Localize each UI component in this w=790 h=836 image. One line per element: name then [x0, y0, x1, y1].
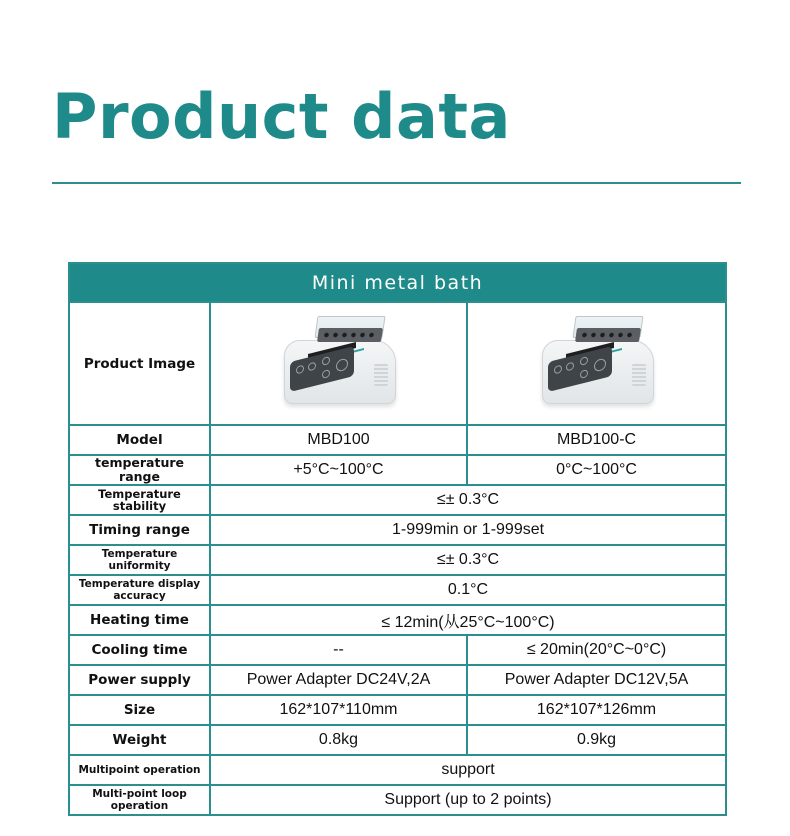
row-label: Multipoint operation — [69, 755, 210, 785]
value-shared: 0.1°C — [210, 575, 726, 605]
row-label: Temperature stability — [69, 485, 210, 515]
value-mbd100-c: ≤ 20min(20°C~0°C) — [467, 635, 726, 665]
table-row-weight — [69, 725, 726, 755]
value-mbd100: -- — [210, 635, 467, 665]
value-shared: support — [210, 755, 726, 785]
device-vent — [374, 364, 388, 386]
row-label: Cooling time — [69, 635, 210, 665]
table-row-temperature-stability — [69, 485, 726, 515]
value-mbd100: +5°C~100°C — [210, 455, 467, 485]
table-row-temperature-range — [69, 455, 726, 485]
device-button-icon — [322, 356, 330, 366]
spec-table — [68, 262, 727, 816]
device-heating-block — [575, 328, 641, 342]
row-label: Timing range — [69, 515, 210, 545]
product-image-cell — [467, 302, 726, 425]
row-label: Heating time — [69, 605, 210, 635]
row-label: Weight — [69, 725, 210, 755]
product-image-mbd100 — [280, 314, 398, 414]
table-row-power-supply — [69, 665, 726, 695]
page-title: Product data — [52, 80, 511, 153]
device-button-icon — [580, 369, 588, 379]
row-label: Product Image — [69, 302, 210, 425]
value-shared: Support (up to 2 points) — [210, 785, 726, 815]
table-row-multipoint-loop-operation — [69, 785, 726, 815]
row-label: Model — [69, 425, 210, 455]
device-heating-block — [317, 328, 383, 342]
table-header-row — [69, 263, 726, 302]
title-divider — [52, 182, 741, 184]
device-power-icon — [336, 357, 348, 372]
table-row-product-image — [69, 302, 726, 425]
row-label: temperature range — [69, 455, 210, 485]
table-row-size — [69, 695, 726, 725]
value-mbd100-c: 0°C~100°C — [467, 455, 726, 485]
value-shared: ≤± 0.3°C — [210, 545, 726, 575]
value-mbd100: MBD100 — [210, 425, 467, 455]
device-power-icon — [594, 357, 606, 372]
value-shared: 1-999min or 1-999set — [210, 515, 726, 545]
table-row-temperature-display-accuracy — [69, 575, 726, 605]
table-row-heating-time — [69, 605, 726, 635]
row-label: Temperature uniformity — [69, 545, 210, 575]
value-mbd100-c: Power Adapter DC12V,5A — [467, 665, 726, 695]
row-label: Size — [69, 695, 210, 725]
device-button-icon — [296, 364, 304, 374]
product-image-mbd100-c — [538, 314, 656, 414]
table-row-timing-range — [69, 515, 726, 545]
row-label: Temperature display accuracy — [69, 575, 210, 605]
value-shared: ≤± 0.3°C — [210, 485, 726, 515]
row-label: Multi-point loop operation — [69, 785, 210, 815]
value-mbd100: 0.8kg — [210, 725, 467, 755]
value-mbd100-c: MBD100-C — [467, 425, 726, 455]
table-row-cooling-time — [69, 635, 726, 665]
device-button-icon — [308, 361, 316, 371]
table-row-model — [69, 425, 726, 455]
table-row-temperature-uniformity — [69, 545, 726, 575]
table-row-multipoint-operation — [69, 755, 726, 785]
device-button-icon — [580, 356, 588, 366]
value-mbd100-c: 0.9kg — [467, 725, 726, 755]
product-image-cell — [210, 302, 467, 425]
device-vent — [632, 364, 646, 386]
table-header: Mini metal bath — [69, 263, 726, 302]
value-mbd100: 162*107*110mm — [210, 695, 467, 725]
row-label: Power supply — [69, 665, 210, 695]
value-shared: ≤ 12min(从25°C~100°C) — [210, 605, 726, 635]
value-mbd100-c: 162*107*126mm — [467, 695, 726, 725]
device-button-icon — [554, 364, 562, 374]
device-button-icon — [566, 361, 574, 371]
device-button-icon — [322, 369, 330, 379]
value-mbd100: Power Adapter DC24V,2A — [210, 665, 467, 695]
